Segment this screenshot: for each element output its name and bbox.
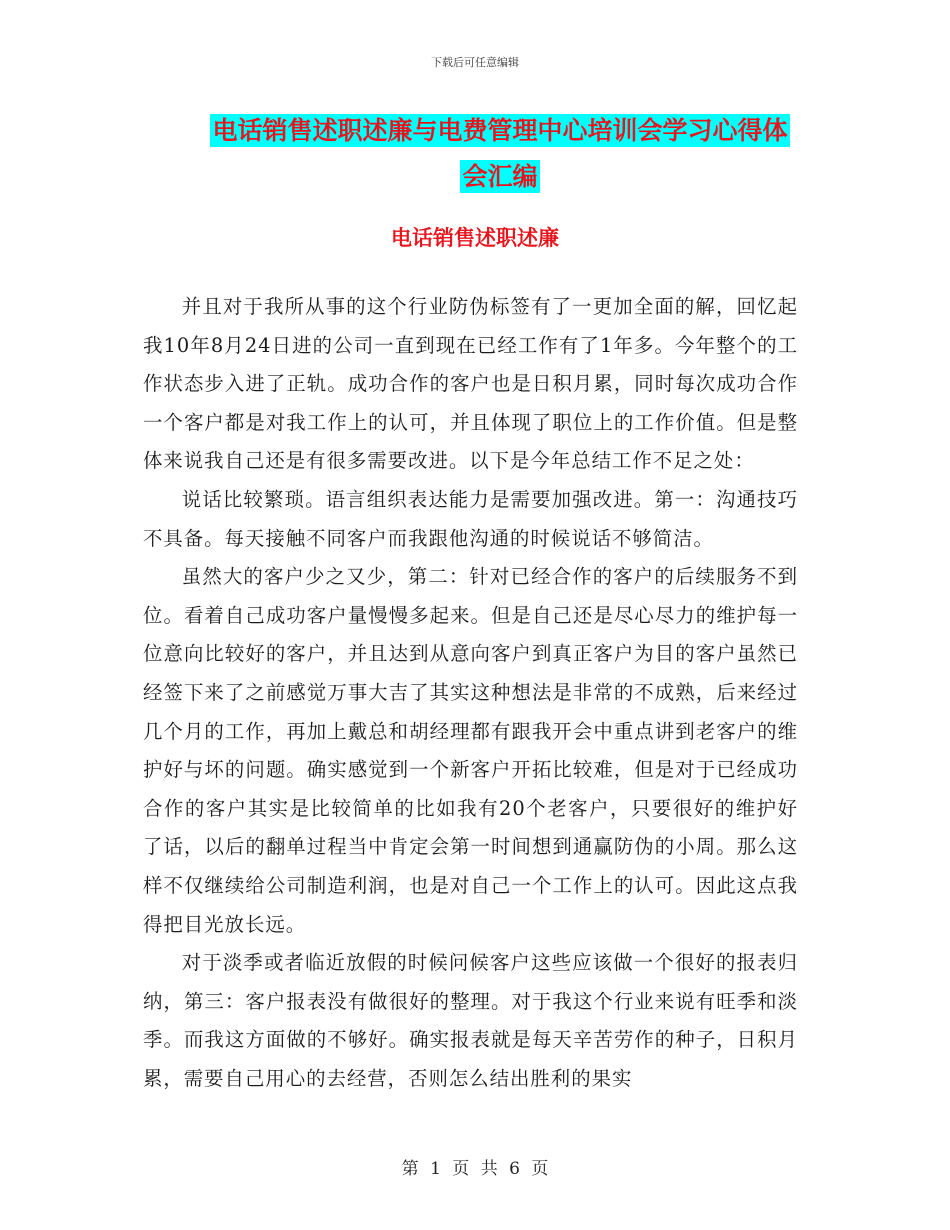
header-note: 下载后可任意编辑 <box>431 56 519 69</box>
page-footer: 第 1 页 共 6 页 <box>401 1159 549 1179</box>
title-line-2: 会汇编 <box>462 162 538 191</box>
title-line-1: 电话销售述职述廉与电费管理中心培训会学习心得体 <box>212 116 788 145</box>
paragraph: 说话比较繁琐。语言组织表达能力是需要加强改进。第一：沟通技巧不具备。每天接触不同客户而我跟他沟通的时候说话不够简洁。 <box>143 487 798 550</box>
document-title <box>190 108 810 200</box>
paragraph: 并且对于我所从事的这个行业防伪标签有了一更加全面的解，回忆起我10年8月24日进的公司一直到现在已经工作有了1年多。今年整个的工作状态步入进了正轨。成功合作的客户也是日积月累，同时每次成功合作一个客户都是对我工作上的认可，并且体现了职位上的工作价值。但是整体来说我自己还是有很多需要改进。以下是今年总结工作不足之处： <box>143 295 798 473</box>
paragraph: 虽然大的客户少之又少，第二：针对已经合作的客户的后续服务不到位。看着自己成功客户量慢慢多起来。但是自己还是尽心尽力的维护每一位意向比较好的客户，并且达到从意向客户到真正客户为目的客户虽然已经签下来了之前感觉万事大吉了其实这种想法是非常的不成熟，后来经过几个月的工作，再加上戴总和胡经理都有跟我开会中重点讲到老客户的维护好与坏的问题。确实感觉到一个新客户开拓比较难，但是对于已经成功合作的客户其实是比较简单的比如我有20个老客户，只要很好的维护好了话，以后的翻单过程当中肯定会第一时间想到通赢防伪的小周。那么这样不仅继续给公司制造利润，也是对自己一个工作上的认可。因此这点我得把目光放长远。 <box>143 565 798 936</box>
paragraph: 对于淡季或者临近放假的时候问候客户这些应该做一个很好的报表归纳，第三：客户报表没有做很好的整理。对于我这个行业来说有旺季和淡季。而我这方面做的不够好。确实报表就是每天辛苦劳作的种子，日积月累，需要自己用心的去经营，否则怎么结出胜利的果实 <box>143 951 798 1090</box>
section-title: 电话销售述职述廉 <box>391 226 559 250</box>
body-text <box>143 288 798 1098</box>
